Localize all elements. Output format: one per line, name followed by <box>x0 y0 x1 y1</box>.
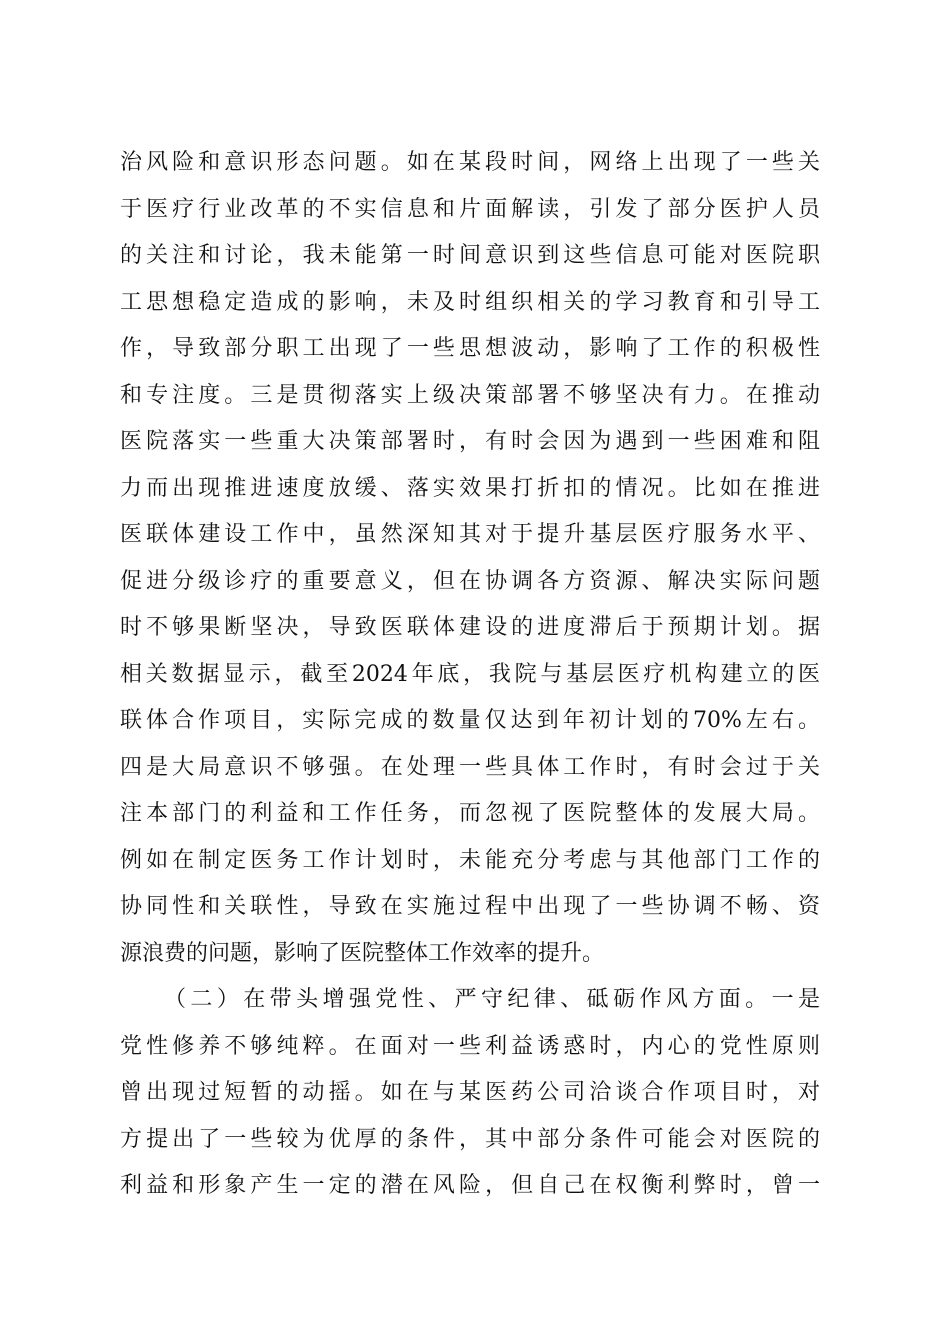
text-line: 的关注和讨论，我未能第一时间意识到这些信息可能对医院职 <box>120 243 820 268</box>
text-line: 联体合作项目，实际完成的数量仅达到年初计划的70%左右。 <box>120 708 820 733</box>
body-text <box>120 140 820 1210</box>
text-line: 相关数据显示，截至2024年底，我院与基层医疗机构建立的医 <box>120 661 820 687</box>
text-line: 方提出了一些较为优厚的条件，其中部分条件可能会对医院的 <box>120 1126 820 1152</box>
text-line: 注本部门的利益和工作任务，而忽视了医院整体的发展大局。 <box>120 801 820 826</box>
text-line: 四是大局意识不够强。在处理一些具体工作时，有时会过于关 <box>120 754 820 780</box>
section-heading-line: （二）在带头增强党性、严守纪律、砥砺作风方面。一是 <box>164 987 820 1012</box>
text-line: 利益和形象产生一定的潜在风险，但自己在权衡利弊时，曾一 <box>120 1173 820 1198</box>
text-line: 力而出现推进速度放缓、落实效果打折扣的情况。比如在推进 <box>120 475 820 501</box>
paragraph-end-line: 源浪费的问题，影响了医院整体工作效率的提升。 <box>120 940 605 966</box>
text-line: 党性修养不够纯粹。在面对一些利益诱惑时，内心的党性原则 <box>120 1033 820 1059</box>
text-line: 促进分级诊疗的重要意义，但在协调各方资源、解决实际问题 <box>120 568 820 594</box>
text-line: 时不够果断坚决，导致医联体建设的进度滞后于预期计划。据 <box>120 615 820 640</box>
text-line: 例如在制定医务工作计划时，未能充分考虑与其他部门工作的 <box>120 847 820 873</box>
text-line: 医联体建设工作中，虽然深知其对于提升基层医疗服务水平、 <box>120 522 820 547</box>
text-line: 于医疗行业改革的不实信息和片面解读，引发了部分医护人员 <box>120 196 820 222</box>
text-line: 协同性和关联性，导致在实施过程中出现了一些协调不畅、资 <box>120 894 820 919</box>
text-line: 曾出现过短暂的动摇。如在与某医药公司洽谈合作项目时，对 <box>120 1080 820 1105</box>
text-line: 作，导致部分职工出现了一些思想波动，影响了工作的积极性 <box>120 336 820 361</box>
text-line: 工思想稳定造成的影响，未及时组织相关的学习教育和引导工 <box>120 289 820 315</box>
text-line: 医院落实一些重大决策部署时，有时会因为遇到一些困难和阻 <box>120 429 820 454</box>
text-line: 和专注度。三是贯彻落实上级决策部署不够坚决有力。在推动 <box>120 382 820 408</box>
text-line: 治风险和意识形态问题。如在某段时间，网络上出现了一些关 <box>120 150 820 175</box>
